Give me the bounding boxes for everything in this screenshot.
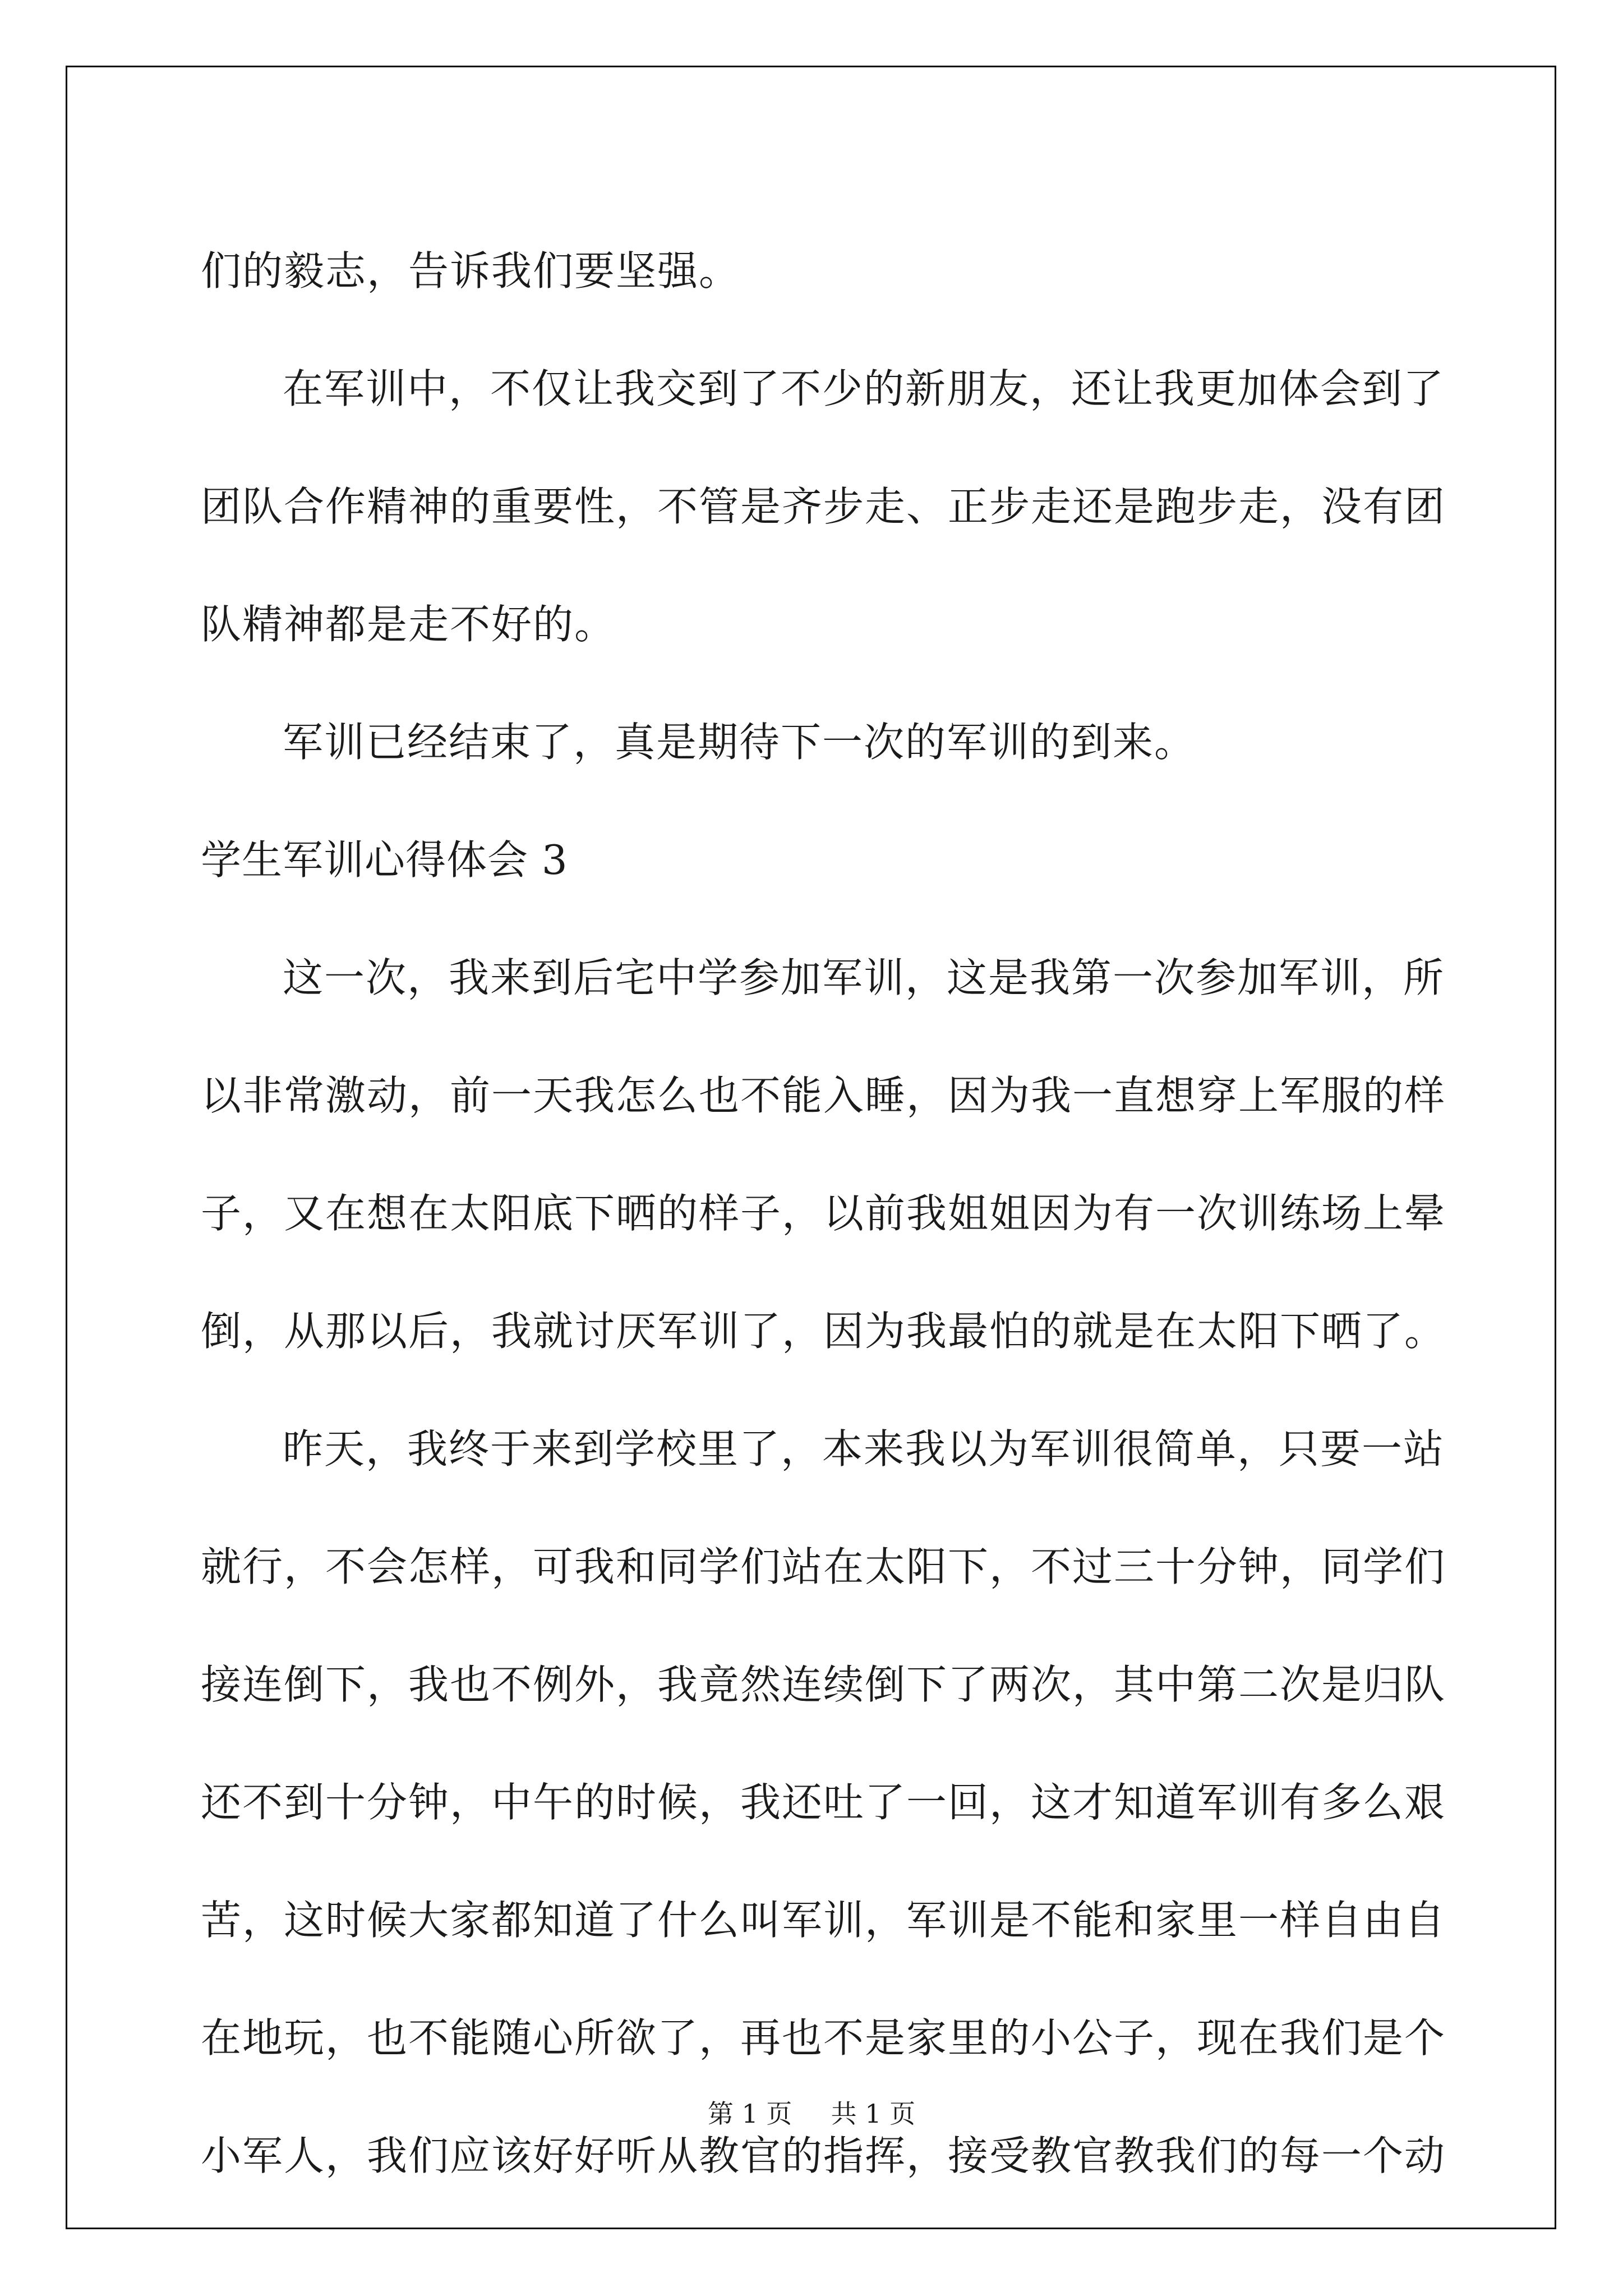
text-line-5: 军训已经结束了，真是期待下一次的军训的到来。 <box>283 719 1196 766</box>
text-line-4: 队精神都是走不好的。 <box>201 601 616 648</box>
text-line-16: 在地玩，也不能随心所欲了，再也不是家里的小公子，现在我们是个 <box>201 2014 1446 2062</box>
text-line-17: 小军人，我们应该好好听从教官的指挥，接受教官教我们的每一个动 <box>201 2132 1446 2179</box>
section-heading: 学生军训心得体会 3 <box>201 836 568 884</box>
text-line-14: 还不到十分钟，中午的时候，我还吐了一回，这才知道军训有多么艰 <box>201 1779 1446 1826</box>
text-line-15: 苦，这时候大家都知道了什么叫军训，军训是不能和家里一样自由自 <box>201 1897 1446 1944</box>
text-line-10: 倒，从那以后，我就讨厌军训了，因为我最怕的就是在太阳下晒了。 <box>201 1308 1446 1355</box>
text-line-13: 接连倒下，我也不例外，我竟然连续倒下了两次，其中第二次是归队 <box>201 1661 1446 1708</box>
text-line-12: 就行，不会怎样，可我和同学们站在太阳下，不过三十分钟，同学们 <box>201 1543 1446 1590</box>
page-number: 第 1 页 <box>707 2099 792 2129</box>
text-line-11: 昨天，我终于来到学校里了，本来我以为军训很简单，只要一站 <box>283 1425 1445 1473</box>
page-total: 共 1 页 <box>831 2099 916 2129</box>
text-line-7: 这一次，我来到后宅中学参加军训，这是我第一次参加军训，所 <box>283 954 1445 1001</box>
text-line-1: 们的毅志，告诉我们要坚强。 <box>201 247 741 295</box>
page-footer <box>0 2097 1623 2131</box>
text-line-9: 子，又在想在太阳底下晒的样子，以前我姐姐因为有一次训练场上晕 <box>201 1190 1446 1237</box>
text-line-8: 以非常激动，前一天我怎么也不能入睡，因为我一直想穿上军服的样 <box>201 1072 1446 1119</box>
text-line-2: 在军训中，不仅让我交到了不少的新朋友，还让我更加体会到了 <box>283 365 1445 412</box>
document-body <box>201 212 1446 2215</box>
text-line-3: 团队合作精神的重要性，不管是齐步走、正步走还是跑步走，没有团 <box>201 483 1446 530</box>
